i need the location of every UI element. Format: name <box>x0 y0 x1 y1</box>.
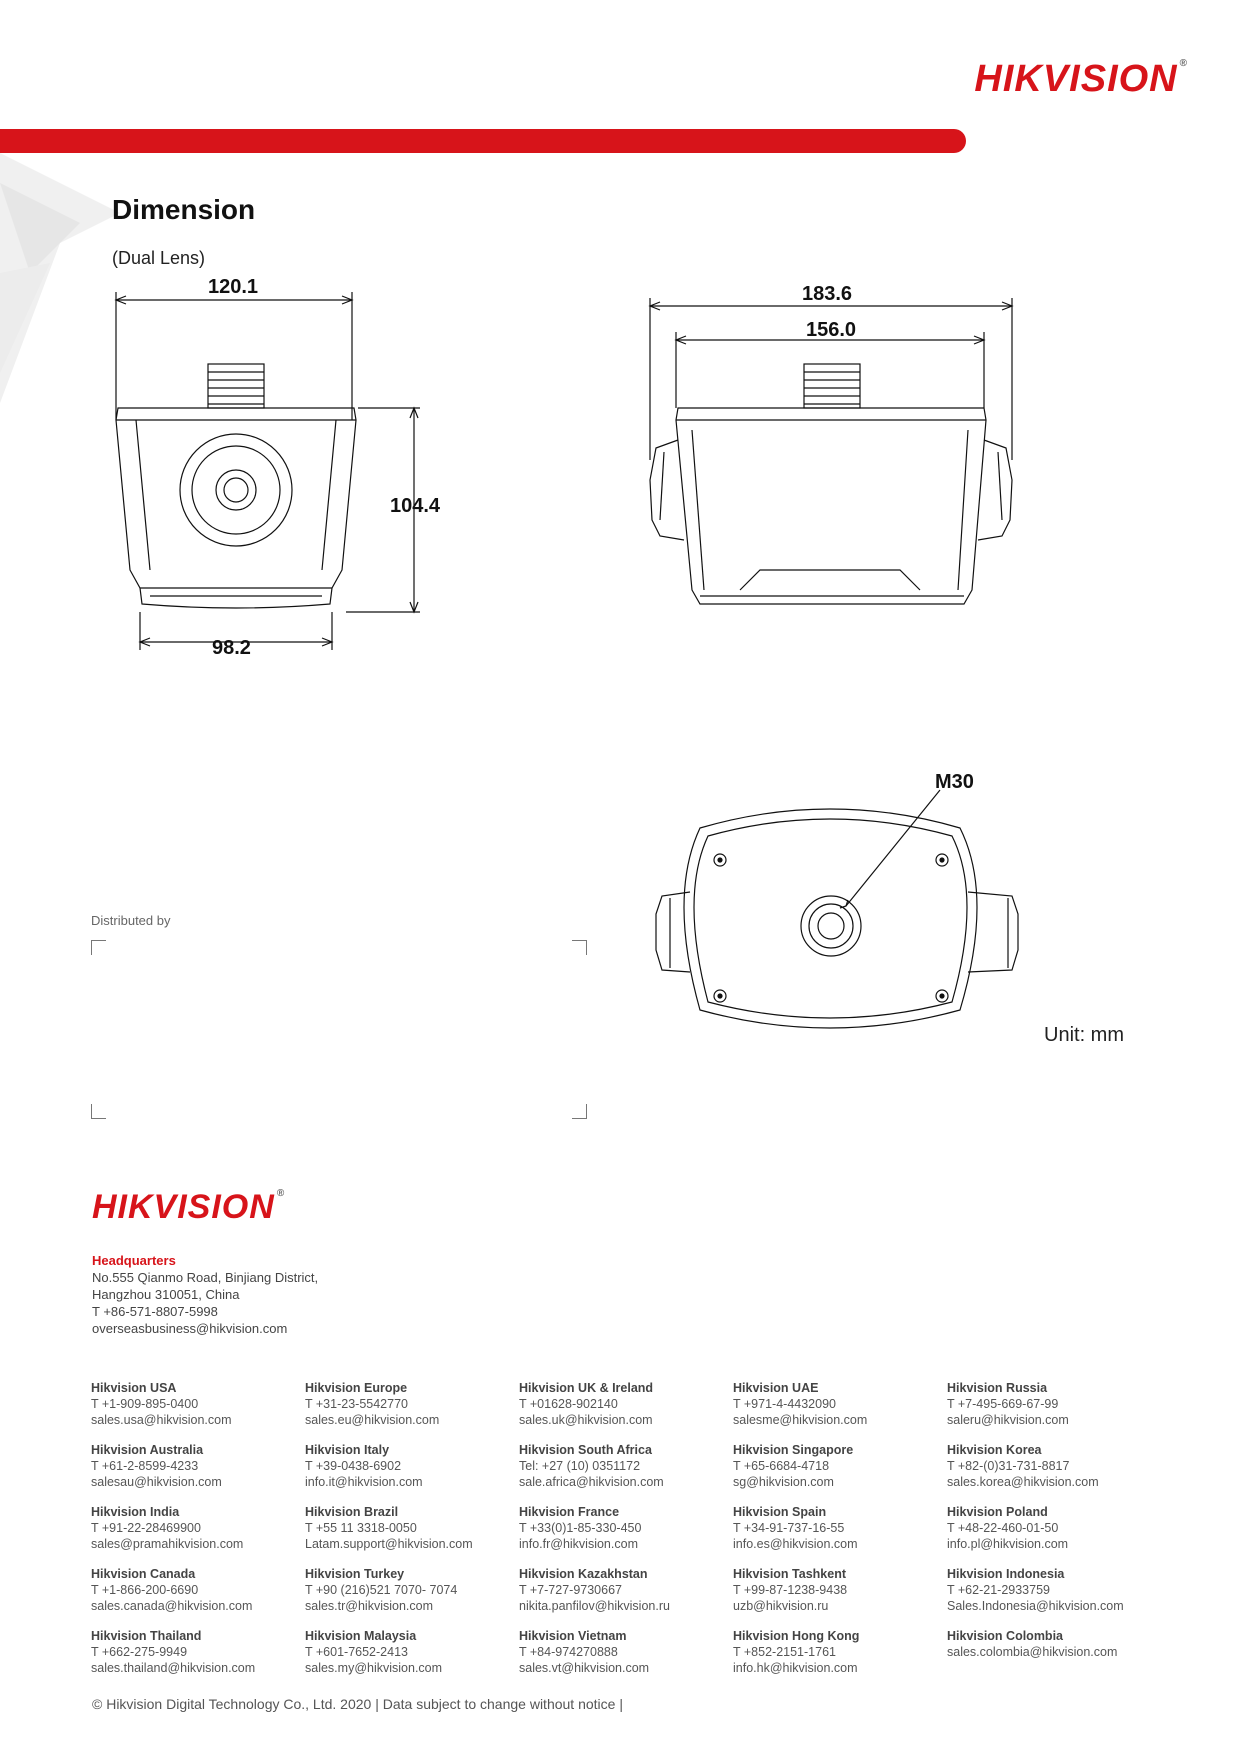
office-email[interactable]: sale.africa@hikvision.com <box>519 1475 664 1489</box>
office-phone: T +7-727-9730667 <box>519 1583 622 1597</box>
office-entry <box>305 1504 510 1566</box>
office-name: Hikvision Turkey <box>305 1567 405 1581</box>
office-phone: T +33(0)1-85-330-450 <box>519 1521 642 1535</box>
office-entry <box>519 1504 724 1566</box>
office-entry <box>947 1566 1152 1628</box>
office-email[interactable]: sales.tr@hikvision.com <box>305 1599 434 1613</box>
office-phone: T +55 11 3318-0050 <box>305 1521 417 1535</box>
office-email[interactable]: sales.thailand@hikvision.com <box>91 1661 256 1675</box>
office-phone: T +91-22-28469900 <box>91 1521 201 1535</box>
hq-address-line2: Hangzhou 310051, China <box>92 1287 240 1302</box>
office-entry <box>947 1504 1152 1566</box>
corner-top-right <box>572 940 587 955</box>
section-subtitle: (Dual Lens) <box>112 248 206 268</box>
office-entry <box>519 1380 724 1442</box>
office-entry <box>733 1628 938 1690</box>
office-email[interactable]: sales.canada@hikvision.com <box>91 1599 253 1613</box>
office-entry <box>91 1566 296 1628</box>
office-entry <box>305 1566 510 1628</box>
office-phone: T +662-275-9949 <box>91 1645 188 1659</box>
office-email[interactable]: sales.colombia@hikvision.com <box>947 1645 1118 1659</box>
dim-front-width: 120.1 <box>208 276 259 298</box>
office-email[interactable]: sg@hikvision.com <box>733 1475 834 1489</box>
side-view <box>650 283 1012 604</box>
office-name: Hikvision Poland <box>947 1505 1048 1519</box>
front-view <box>116 276 441 659</box>
hq-address-line1: No.555 Qianmo Road, Binjiang District, <box>92 1270 319 1285</box>
hikvision-logo-bottom: HIKVISION ® <box>92 1188 286 1226</box>
office-name: Hikvision Vietnam <box>519 1629 627 1643</box>
office-name: Hikvision Spain <box>733 1505 827 1519</box>
office-entry <box>519 1442 724 1504</box>
office-entry <box>733 1566 938 1628</box>
office-name: Hikvision South Africa <box>519 1443 652 1457</box>
office-phone: T +7-495-669-67-99 <box>947 1397 1059 1411</box>
corner-bottom-right <box>572 1104 587 1119</box>
office-email[interactable]: info.hk@hikvision.com <box>733 1661 858 1675</box>
office-name: Hikvision Thailand <box>91 1629 202 1643</box>
dim-side-outer: 183.6 <box>802 283 853 305</box>
office-name: Hikvision Kazakhstan <box>519 1567 648 1581</box>
office-phone: T +971-4-4432090 <box>733 1397 836 1411</box>
office-entry <box>91 1442 296 1504</box>
office-name: Hikvision UAE <box>733 1381 819 1395</box>
office-phone: T +65-6684-4718 <box>733 1459 830 1473</box>
bottom-view <box>656 771 1018 1028</box>
office-entry <box>733 1380 938 1442</box>
office-email[interactable]: sales.usa@hikvision.com <box>91 1413 232 1427</box>
office-email[interactable]: sales@pramahikvision.com <box>91 1537 244 1551</box>
office-entry <box>947 1380 1152 1442</box>
office-email[interactable]: info.es@hikvision.com <box>733 1537 858 1551</box>
office-email[interactable]: info.it@hikvision.com <box>305 1475 423 1489</box>
dim-thread: M30 <box>935 771 974 793</box>
office-email[interactable]: sales.eu@hikvision.com <box>305 1413 440 1427</box>
office-phone: T +99-87-1238-9438 <box>733 1583 848 1597</box>
office-phone: T +39-0438-6902 <box>305 1459 402 1473</box>
office-email[interactable]: Sales.Indonesia@hikvision.com <box>947 1599 1124 1613</box>
office-name: Hikvision Singapore <box>733 1443 854 1457</box>
office-phone: T +48-22-460-01-50 <box>947 1521 1059 1535</box>
office-email[interactable]: sales.vt@hikvision.com <box>519 1661 650 1675</box>
office-name: Hikvision Brazil <box>305 1505 399 1519</box>
office-phone: T +82-(0)31-731-8817 <box>947 1459 1070 1473</box>
office-name: Hikvision Russia <box>947 1381 1048 1395</box>
office-name: Hikvision Canada <box>91 1567 196 1581</box>
dim-front-height: 104.4 <box>390 495 441 517</box>
office-phone: T +84-974270888 <box>519 1645 618 1659</box>
office-name: Hikvision Korea <box>947 1443 1042 1457</box>
office-entry <box>947 1628 1152 1690</box>
office-email[interactable]: uzb@hikvision.ru <box>733 1599 829 1613</box>
office-phone: T +852-2151-1761 <box>733 1645 836 1659</box>
hikvision-logo: HIKVISION ® <box>974 58 1188 100</box>
office-entry <box>733 1442 938 1504</box>
office-name: Hikvision Italy <box>305 1443 390 1457</box>
office-name: Hikvision Australia <box>91 1443 204 1457</box>
office-email[interactable]: saleru@hikvision.com <box>947 1413 1069 1427</box>
office-email[interactable]: Latam.support@hikvision.com <box>305 1537 473 1551</box>
hq-email[interactable]: overseasbusiness@hikvision.com <box>92 1321 288 1336</box>
office-name: Hikvision Indonesia <box>947 1567 1065 1581</box>
office-entry <box>519 1566 724 1628</box>
office-phone: T +61-2-8599-4233 <box>91 1459 199 1473</box>
office-email[interactable]: sales.korea@hikvision.com <box>947 1475 1099 1489</box>
distributed-by-label: Distributed by <box>91 913 171 928</box>
office-column <box>519 1380 724 1690</box>
office-entry <box>305 1628 510 1690</box>
office-name: Hikvision France <box>519 1505 620 1519</box>
office-email[interactable]: sales.uk@hikvision.com <box>519 1413 653 1427</box>
office-entry <box>91 1380 296 1442</box>
office-entry <box>305 1380 510 1442</box>
office-phone: T +31-23-5542770 <box>305 1397 408 1411</box>
office-column <box>947 1380 1152 1690</box>
office-name: Hikvision USA <box>91 1381 177 1395</box>
unit-label: Unit: mm <box>1044 1024 1124 1046</box>
hq-phone: T +86-571-8807-5998 <box>92 1304 218 1319</box>
office-entry <box>91 1504 296 1566</box>
office-phone: T +01628-902140 <box>519 1397 618 1411</box>
office-column <box>91 1380 296 1690</box>
dim-side-inner: 156.0 <box>806 319 857 341</box>
corner-bottom-left <box>91 1104 106 1119</box>
office-name: Hikvision India <box>91 1505 180 1519</box>
office-entry <box>305 1442 510 1504</box>
corner-top-left <box>91 940 106 955</box>
copyright-footer: © Hikvision Digital Technology Co., Ltd. 2020 | Data subject to change without notice | <box>92 1696 623 1712</box>
office-name: Hikvision Europe <box>305 1381 408 1395</box>
section-title: Dimension <box>112 194 256 225</box>
office-name: Hikvision UK & Ireland <box>519 1381 654 1395</box>
office-entry <box>947 1442 1152 1504</box>
office-entry <box>91 1628 296 1690</box>
office-phone: T +62-21-2933759 <box>947 1583 1050 1597</box>
office-column <box>733 1380 938 1690</box>
dim-front-bottom: 98.2 <box>212 637 251 659</box>
office-email[interactable]: info.fr@hikvision.com <box>519 1537 638 1551</box>
office-phone: T +1-909-895-0400 <box>91 1397 199 1411</box>
office-name: Hikvision Tashkent <box>733 1567 846 1581</box>
hq-title: Headquarters <box>92 1253 176 1268</box>
office-email[interactable]: sales.my@hikvision.com <box>305 1661 443 1675</box>
office-phone: Tel: +27 (10) 0351172 <box>519 1459 641 1473</box>
office-email[interactable]: salesme@hikvision.com <box>733 1413 868 1427</box>
office-phone: T +1-866-200-6690 <box>91 1583 199 1597</box>
office-phone: T +601-7652-2413 <box>305 1645 408 1659</box>
office-email[interactable]: salesau@hikvision.com <box>91 1475 222 1489</box>
office-phone: T +90 (216)521 7070- 7074 <box>305 1583 458 1597</box>
office-column <box>305 1380 510 1690</box>
office-email[interactable]: nikita.panfilov@hikvision.ru <box>519 1599 670 1613</box>
office-name: Hikvision Colombia <box>947 1629 1063 1643</box>
office-name: Hikvision Hong Kong <box>733 1629 860 1643</box>
office-phone: T +34-91-737-16-55 <box>733 1521 845 1535</box>
office-entry <box>733 1504 938 1566</box>
office-name: Hikvision Malaysia <box>305 1629 417 1643</box>
office-entry <box>519 1628 724 1690</box>
office-email[interactable]: info.pl@hikvision.com <box>947 1537 1069 1551</box>
headquarters-block <box>92 1252 318 1337</box>
